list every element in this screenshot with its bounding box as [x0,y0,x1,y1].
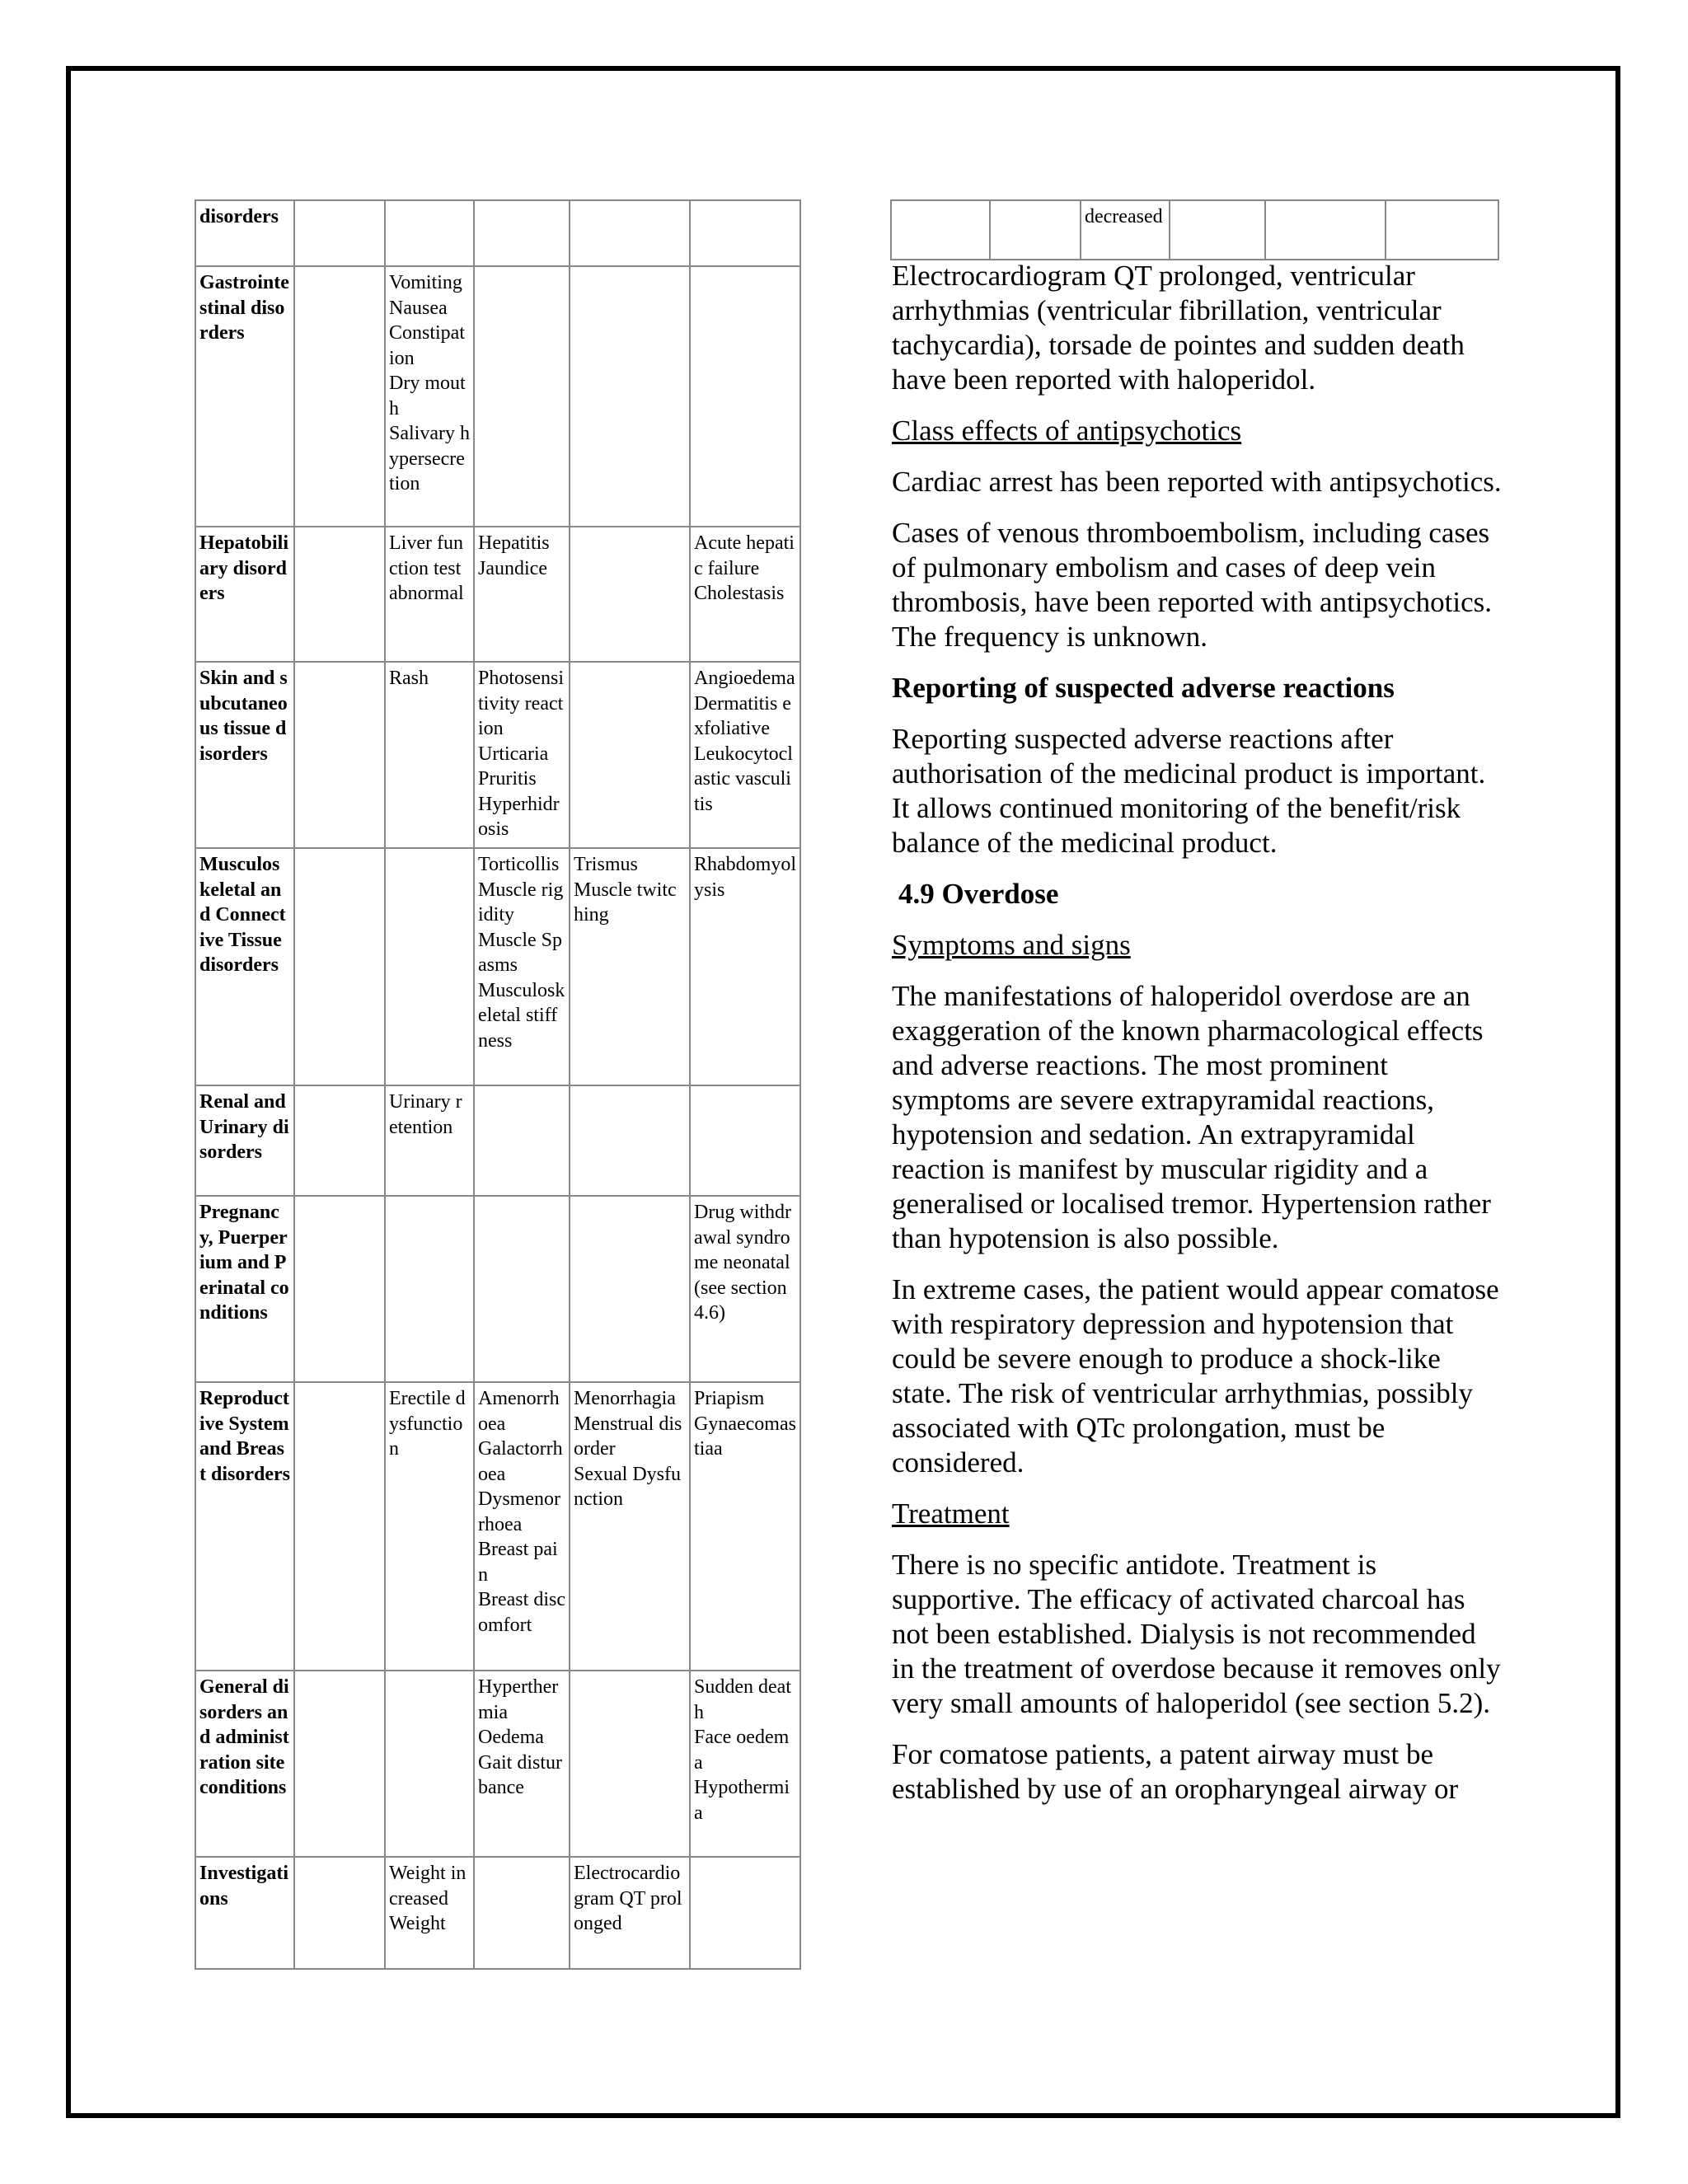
table-row [195,1085,800,1196]
frequency-cell [294,200,385,266]
system-organ-class-cell: Gastrointestinal disorders [195,266,294,527]
frequency-cell [385,1196,474,1382]
adverse-reaction-term: Trismus [574,854,638,875]
frequency-cell [570,1671,690,1857]
adverse-reaction-term: Dermatitis exfoliative [694,692,791,739]
adverse-reaction-term: Menstrual disorder [574,1413,682,1460]
frequency-cell [294,1196,385,1382]
frequency-cell [690,1382,800,1671]
frequency-cell [385,266,474,527]
adverse-reaction-term: Urticaria [478,743,549,765]
paragraph: For comatose patients, a patent airway must be established by use of an oropharyngeal airway or [892,1738,1459,1805]
frequency-cell [690,200,800,266]
system-organ-class-cell: Pregnancy, Puerperium and Perinatal conditions [195,1196,294,1382]
frequency-cell [570,848,690,1085]
adverse-reaction-term: Acute hepatic failure [694,532,795,579]
frequency-cell [474,1196,570,1382]
frequency-cell [570,1085,690,1196]
adverse-reaction-term: Muscle Spasms [478,929,562,976]
table-row [195,200,800,266]
table-row [891,200,1498,260]
adverse-reaction-term: Erectile dysfunction [389,1388,466,1460]
frequency-cell [474,527,570,662]
paragraph: Cases of venous thromboembolism, including cases of pulmonary embolism and cases of deep vein thrombosis, have been reported with antipsychotics. The frequency is unknown. [892,517,1493,653]
adverse-reaction-term: Hyperthermia [478,1676,559,1723]
frequency-cell [294,527,385,662]
system-organ-class-cell: disorders [195,200,294,266]
table-row [195,1671,800,1857]
adverse-reaction-term: Liver function test abnormal [389,532,467,604]
adverse-reaction-term: Sexual Dysfunction [574,1463,681,1510]
frequency-cell [474,1671,570,1857]
adverse-reaction-term: Hyperhidrosis [478,793,560,840]
frequency-cell [690,1857,800,1969]
adverse-reaction-term: Drug withdrawal syndrome neonatal (see section 4.6) [694,1202,795,1324]
paragraph: Reporting suspected adverse reactions after authorisation of the medicinal product is important. It allows continued monitoring of the benefit/risk balance of the medicinal product. [892,723,1486,859]
frequency-cell [690,1085,800,1196]
frequency-cell [294,1671,385,1857]
table-row [195,662,800,848]
frequency-cell [474,200,570,266]
adverse-reaction-term: Weight [389,1913,446,1934]
frequency-cell [294,266,385,527]
adverse-reaction-term: Angioedema [694,668,795,689]
adverse-reaction-term: Priapism [694,1388,765,1409]
adverse-reaction-term: Dry mouth [389,373,466,419]
adverse-reaction-term: Musculoskeletal stiffness [478,979,565,1052]
paragraph: In extreme cases, the patient would appear comatose with respiratory depression and hypotension that could be severe enough to produce a shock-like state. The risk of ventricular arrhythmias, possibly associated with QTc prolongation, must be considered. [892,1273,1499,1479]
adverse-reaction-term: Face oedema [694,1727,790,1774]
paragraph: Electrocardiogram QT prolonged, ventricular arrhythmias (ventricular fibrillation, ventricular tachycardia), torsade de pointes and sudden death have been reported with haloperidol. [892,260,1465,396]
frequency-cell [690,848,800,1085]
system-organ-class-cell: Skin and subcutaneous tissue disorders [195,662,294,848]
frequency-cell [690,662,800,848]
adverse-reaction-term: Pruritis [478,768,537,790]
table-cell [1265,200,1386,260]
table-row [195,266,800,527]
frequency-cell [385,1671,474,1857]
frequency-cell [474,662,570,848]
system-organ-class-cell: Reproductive System and Breast disorders [195,1382,294,1671]
adverse-reaction-term: Vomiting [389,272,462,293]
adverse-reaction-term: Muscle rigidity [478,879,564,926]
frequency-cell [570,200,690,266]
adverse-reactions-table [195,199,801,1970]
adverse-reaction-term: Torticollis [478,854,560,875]
frequency-cell [385,1857,474,1969]
frequency-cell [294,662,385,848]
adverse-reaction-term: Gait disturbance [478,1751,562,1798]
table-row [195,1196,800,1382]
adverse-reaction-term: Oedema [478,1727,544,1748]
frequency-cell [690,527,800,662]
adverse-reaction-term: Hepatitis [478,532,550,554]
frequency-cell [385,527,474,662]
frequency-cell [570,1196,690,1382]
adverse-reaction-term: Nausea [389,297,448,319]
adverse-reaction-term: Electrocardiogram QT prolonged [574,1863,682,1934]
adverse-reaction-term: Sudden death [694,1676,791,1723]
adverse-reaction-term: Galactorrhoea [478,1438,563,1485]
frequency-cell [570,527,690,662]
frequency-cell [294,1085,385,1196]
adverse-reaction-term: Breast discomfort [478,1589,565,1636]
frequency-cell [570,662,690,848]
frequency-cell [474,848,570,1085]
adverse-reaction-term: Hypothermia [694,1777,790,1824]
system-organ-class-cell: Investigations [195,1857,294,1969]
frequency-cell [690,1196,800,1382]
paragraph: There is no specific antidote. Treatment is supportive. The efficacy of activated charcoal has not been established. Dialysis is not recommended in the treatment of overdose because it removes only very small amounts of haloperidol (see section 5.2). [892,1549,1501,1719]
frequency-cell [570,1382,690,1671]
frequency-cell [385,1085,474,1196]
adverse-reaction-term: Rash [389,668,429,689]
adverse-reaction-term: Amenorrhoea [478,1388,560,1435]
table-row [195,527,800,662]
frequency-cell [690,1671,800,1857]
frequency-cell [690,266,800,527]
adverse-reaction-term: Menorrhagia [574,1388,676,1409]
subheading-treatment: Treatment [892,1497,1010,1530]
frequency-cell [474,1085,570,1196]
system-organ-class-cell: Renal and Urinary disorders [195,1085,294,1196]
adverse-reaction-term: Breast pain [478,1539,558,1586]
frequency-cell [474,1857,570,1969]
adverse-reaction-term: Gynaecomastiaa [694,1413,796,1460]
frequency-cell [385,1382,474,1671]
paragraph: The manifestations of haloperidol overdose are an exaggeration of the known pharmacological effects and adverse reactions. The most prominent symptoms are severe extrapyramidal reactions, hypotension and sedation. An extrapyramidal reaction is manifest by muscular rigidity and a generalised or localised tremor. Hypertension rather than hypotension is also possible. [892,980,1491,1254]
heading-overdose: 4.9 Overdose [898,878,1059,910]
frequency-cell [474,1382,570,1671]
table-row [195,1382,800,1671]
adverse-reaction-term: Weight increased [389,1863,467,1910]
subheading-class-effects: Class effects of antipsychotics [892,415,1242,447]
table-row [195,848,800,1085]
system-organ-class-cell: Hepatobiliary disorders [195,527,294,662]
frequency-cell [294,1382,385,1671]
adverse-reaction-term: Rhabdomyolysis [694,854,796,901]
adverse-reaction-term: Salivary hypersecretion [389,423,470,494]
table-cell: decreased [1081,200,1170,260]
frequency-cell [294,848,385,1085]
system-organ-class-cell: Musculoskeletal and Connective Tissue disorders [195,848,294,1085]
table-row [195,1857,800,1969]
frequency-cell [385,848,474,1085]
right-text-column [892,259,1502,1823]
table-cell [891,200,990,260]
adverse-reaction-term: Muscle twitching [574,879,677,926]
system-organ-class-cell: General disorders and administration site conditions [195,1671,294,1857]
frequency-cell [474,266,570,527]
subheading-symptoms: Symptoms and signs [892,929,1131,961]
adverse-reaction-term: Dysmenorrhoea [478,1488,560,1535]
frequency-cell [570,1857,690,1969]
adverse-reaction-term: Leukocytoclastic vasculitis [694,743,793,815]
adverse-reaction-term: Photosensitivity reaction [478,668,565,739]
frequency-cell [294,1857,385,1969]
heading-reporting: Reporting of suspected adverse reactions [892,672,1395,704]
adverse-reaction-term: Urinary retention [389,1091,462,1138]
frequency-cell [385,662,474,848]
paragraph: Cardiac arrest has been reported with antipsychotics. [892,466,1502,498]
adverse-reaction-term: Constipation [389,322,466,369]
adverse-reaction-term: Cholestasis [694,583,785,604]
frequency-cell [385,200,474,266]
frequency-cell [570,266,690,527]
continued-table-fragment [890,199,1499,260]
table-cell [990,200,1081,260]
table-cell [1386,200,1498,260]
table-cell [1170,200,1265,260]
adverse-reaction-term: Jaundice [478,557,547,579]
